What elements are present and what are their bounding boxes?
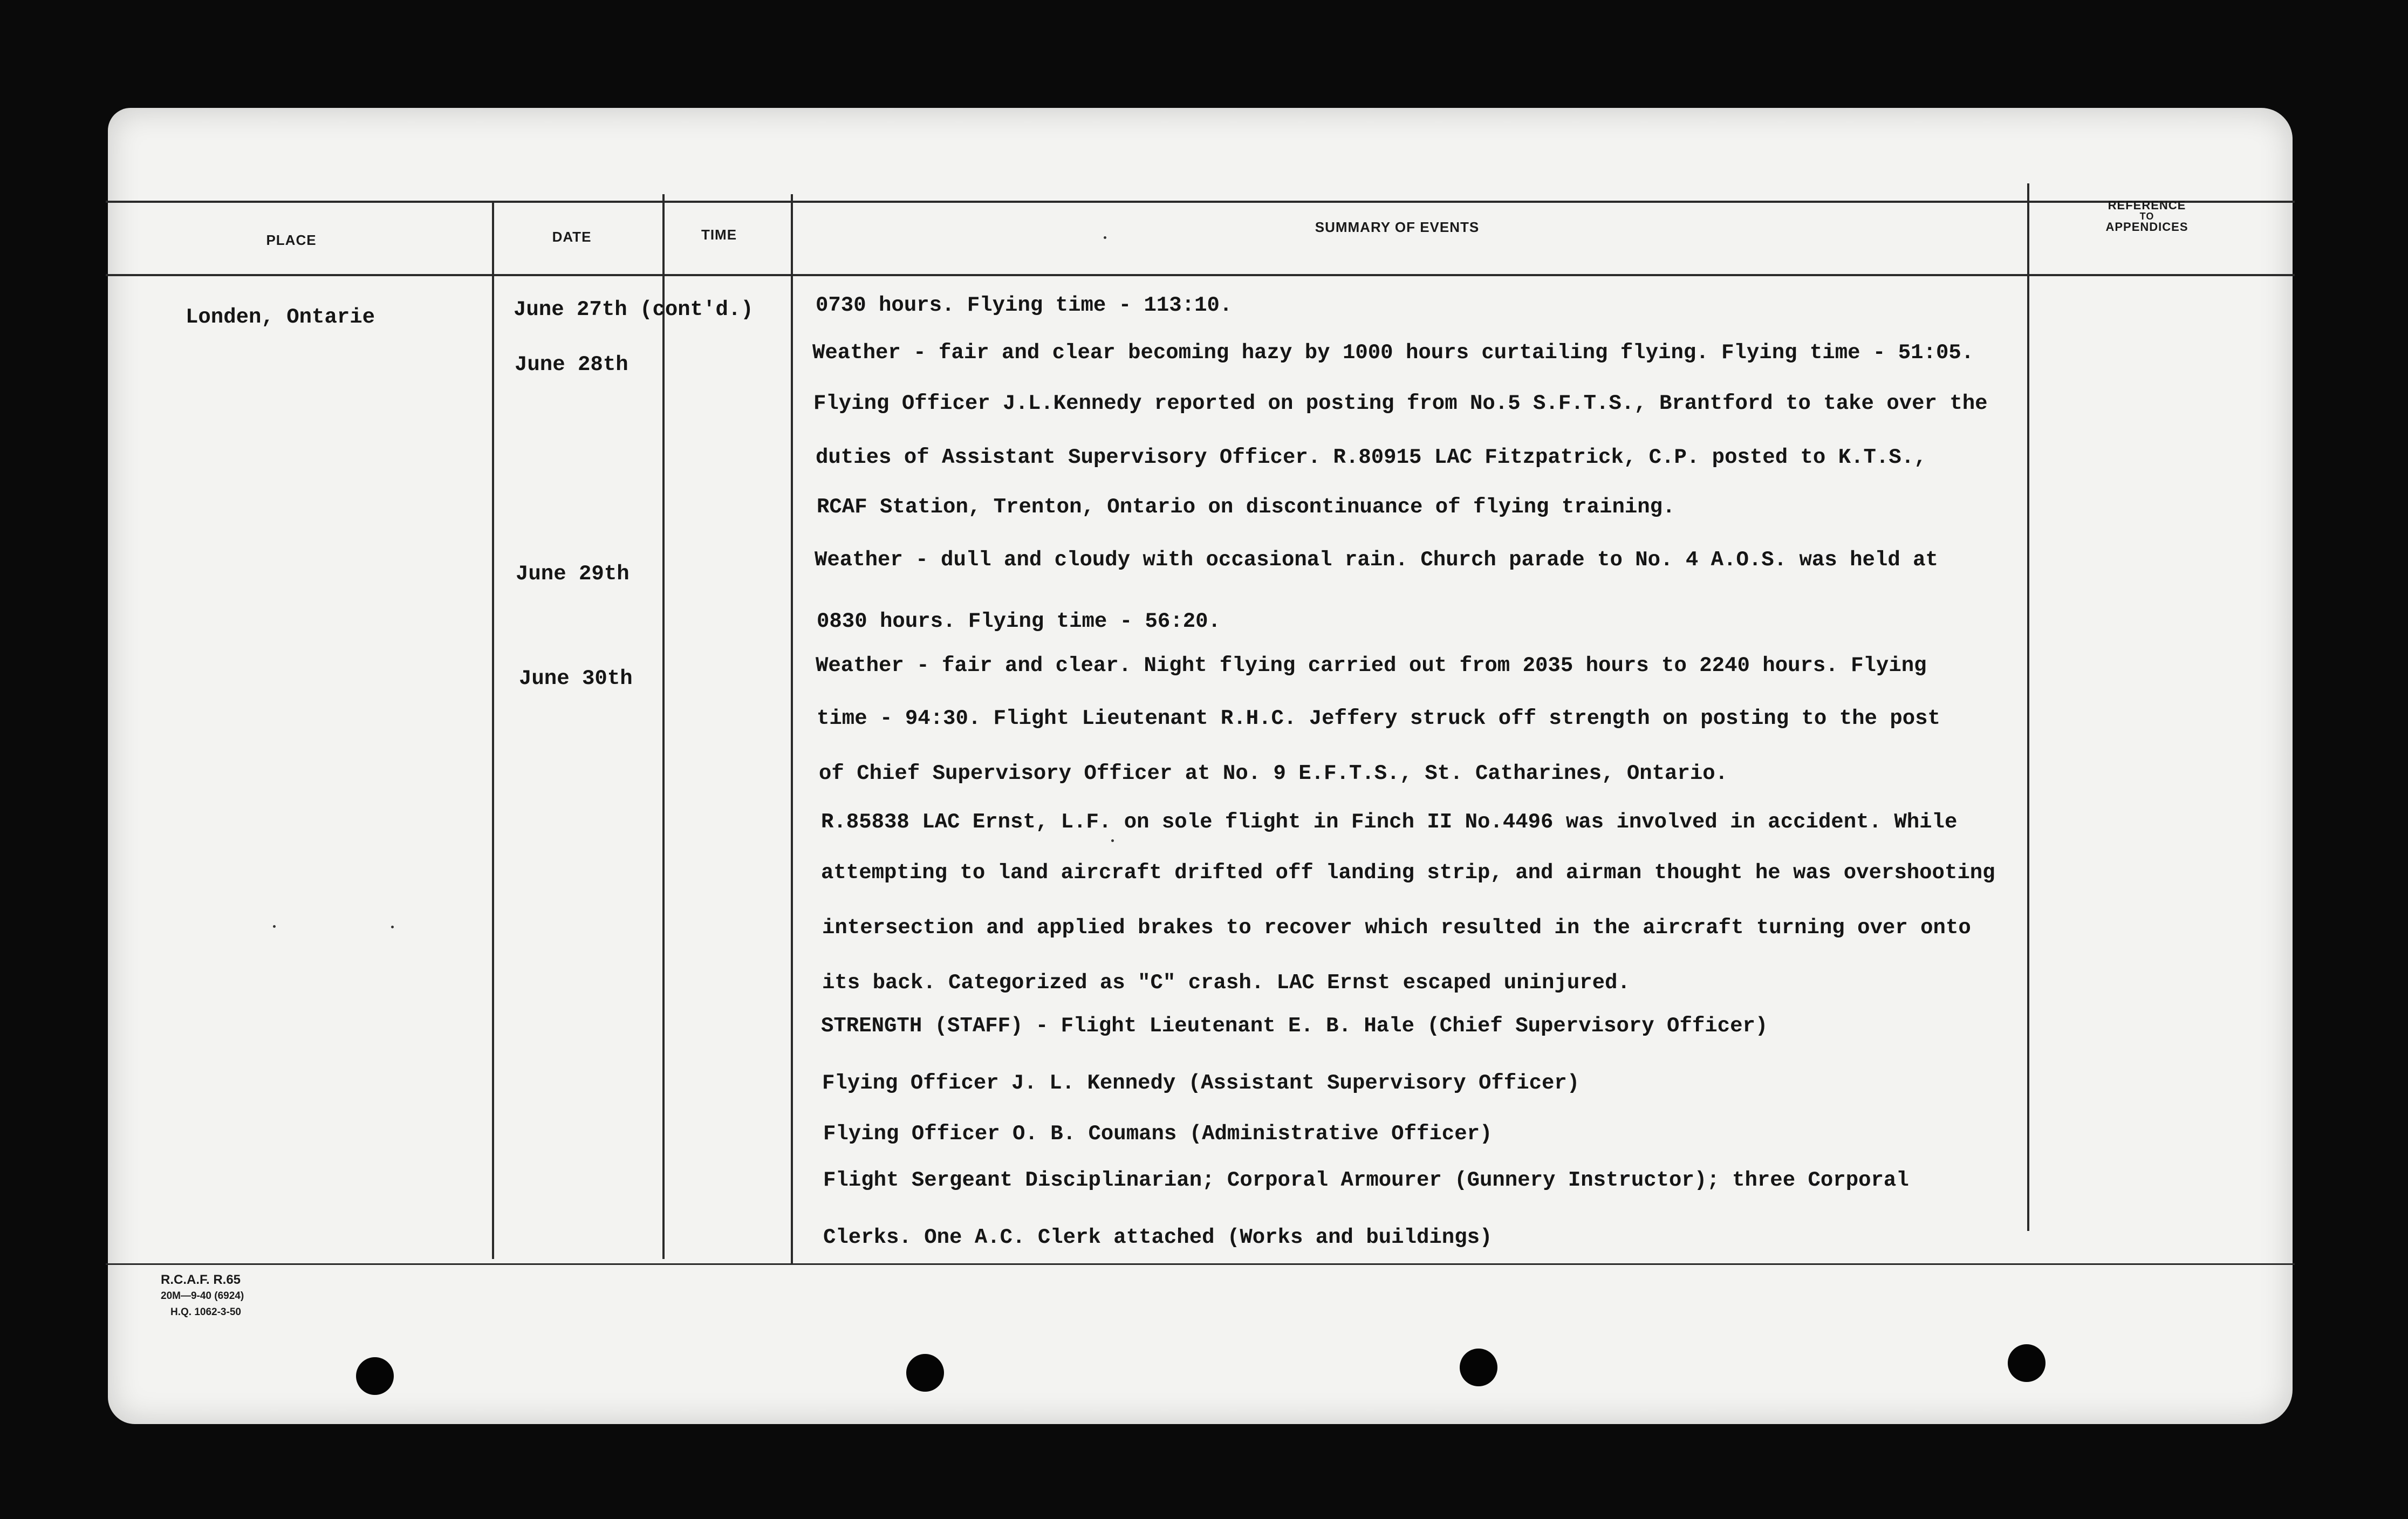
summary-line: Flight Sergeant Disciplinarian; Corporal Armourer (Gunnery Instructor); three Corporal xyxy=(823,1168,1909,1192)
summary-line: time - 94:30. Flight Lieutenant R.H.C. Jeffery struck off strength on posting to the post xyxy=(817,707,1940,730)
summary-line: Flying Officer O. B. Coumans (Administrative Officer) xyxy=(823,1122,1493,1146)
place-cell: Londen, Ontarie xyxy=(186,305,375,329)
stray-mark xyxy=(391,926,394,928)
summary-line: RCAF Station, Trenton, Ontario on discontinuance of flying training. xyxy=(817,495,1675,519)
reference-header-line1: REFERENCE xyxy=(2108,199,2186,212)
form-code-line: R.C.A.F. R.65 xyxy=(161,1272,241,1287)
date-entry: June 27th (cont'd.) xyxy=(514,298,754,321)
reference-header-line3: APPENDICES xyxy=(2105,220,2188,234)
place-header: PLACE xyxy=(266,232,317,248)
stray-mark xyxy=(1111,839,1114,842)
date-entry: June 29th xyxy=(516,562,630,586)
punch-hole xyxy=(356,1357,394,1395)
summary-header: SUMMARY OF EVENTS xyxy=(1315,219,1480,235)
date-time-divider xyxy=(662,194,665,1259)
footer-rule xyxy=(106,1263,2295,1265)
form-code xyxy=(161,1272,244,1320)
punch-hole xyxy=(1460,1349,1497,1386)
summary-line: intersection and applied brakes to recover which resulted in the aircraft turning over onto xyxy=(822,916,1971,940)
form-code-line: H.Q. 1062-3-50 xyxy=(170,1306,241,1318)
date-entry: June 30th xyxy=(519,667,633,690)
time-header: TIME xyxy=(701,227,737,243)
summary-line: 0730 hours. Flying time - 113:10. xyxy=(816,293,1233,317)
header-bottom-rule xyxy=(106,274,2295,276)
summary-line: Clerks. One A.C. Clerk attached (Works and buildings) xyxy=(823,1226,1493,1249)
time-summary-divider xyxy=(791,194,793,1263)
form-code-line: 20M—9-40 (6924) xyxy=(161,1290,244,1302)
summary-line: attempting to land aircraft drifted off landing strip, and airman thought he was overshooting xyxy=(821,861,1995,885)
summary-line: its back. Categorized as "C" crash. LAC Ernst escaped uninjured. xyxy=(822,971,1630,995)
summary-line: of Chief Supervisory Officer at No. 9 E.F.T.S., St. Catharines, Ontario. xyxy=(819,762,1728,785)
summary-line: Weather - dull and cloudy with occasional rain. Church parade to No. 4 A.O.S. was held at xyxy=(815,548,1938,572)
stray-mark xyxy=(1104,236,1106,239)
punch-hole xyxy=(2008,1344,2046,1382)
summary-line: STRENGTH (STAFF) - Flight Lieutenant E. B. Hale (Chief Supervisory Officer) xyxy=(821,1014,1768,1038)
summary-line: Weather - fair and clear. Night flying carried out from 2035 hours to 2240 hours. Flying xyxy=(816,654,1927,678)
reference-header-line2: TO xyxy=(2139,211,2154,222)
summary-reference-divider xyxy=(2027,183,2029,1231)
header-top-rule xyxy=(106,201,2295,203)
summary-line: Flying Officer J.L.Kennedy reported on posting from No.5 S.F.T.S., Brantford to take over the xyxy=(813,392,1988,415)
punch-hole xyxy=(906,1354,944,1392)
reference-header xyxy=(2061,200,2233,233)
summary-line: 0830 hours. Flying time - 56:20. xyxy=(817,610,1221,633)
date-header: DATE xyxy=(552,229,592,245)
summary-line: Weather - fair and clear becoming hazy by 1000 hours curtailing flying. Flying time - 51:05. xyxy=(812,341,1974,365)
summary-line: Flying Officer J. L. Kennedy (Assistant Supervisory Officer) xyxy=(822,1071,1580,1095)
summary-line: duties of Assistant Supervisory Officer. R.80915 LAC Fitzpatrick, C.P. posted to K.T.S., xyxy=(816,446,1927,469)
summary-line: R.85838 LAC Ernst, L.F. on sole flight in Finch II No.4496 was involved in accident. While xyxy=(821,810,1958,834)
place-date-divider xyxy=(492,201,494,1259)
date-entry: June 28th xyxy=(515,353,628,377)
stray-mark xyxy=(273,925,276,928)
